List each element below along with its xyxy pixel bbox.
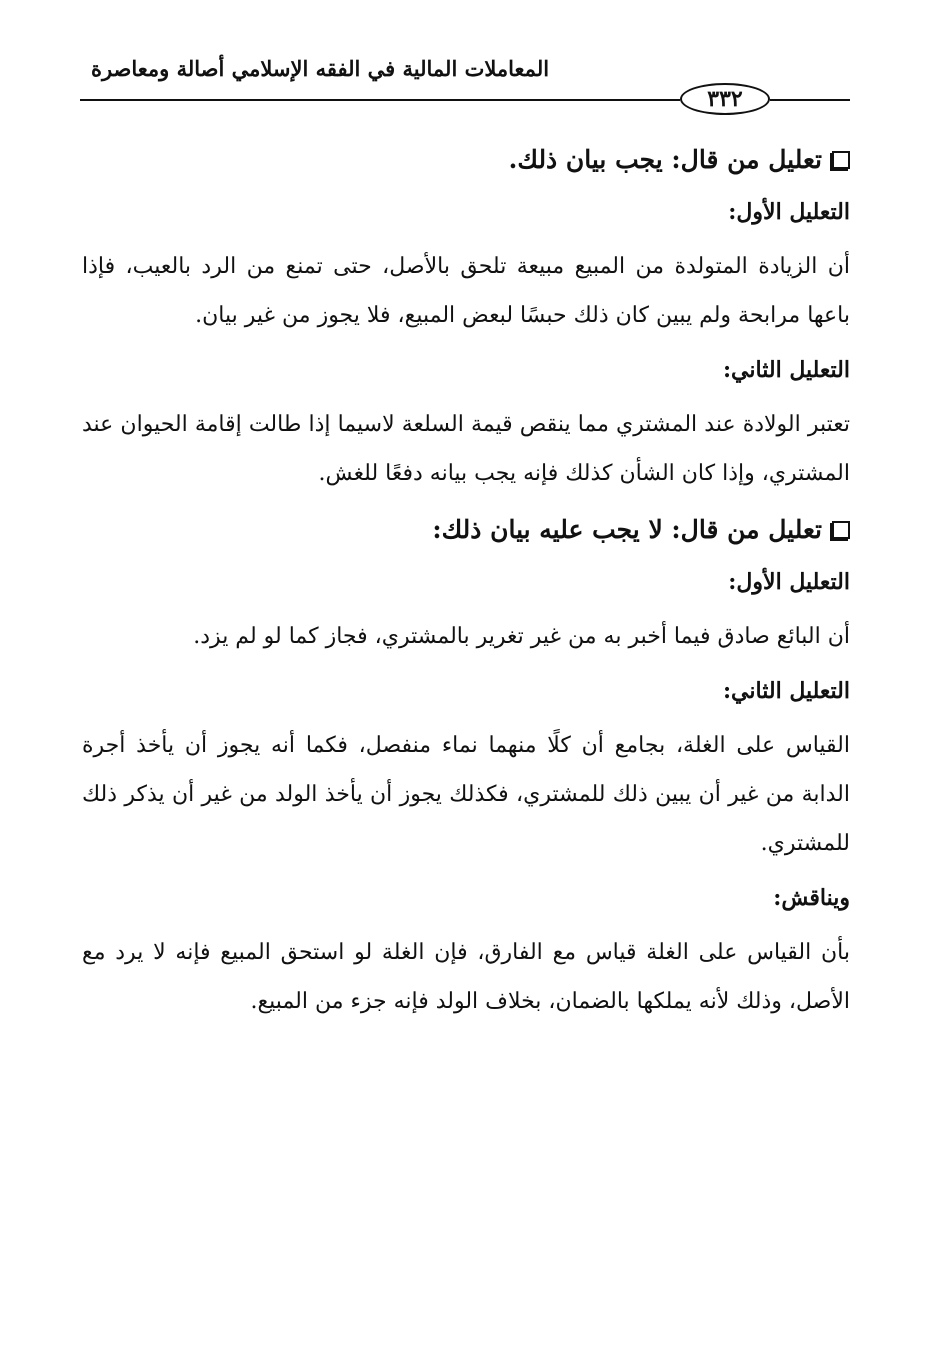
subheading: التعليل الثاني: [722, 678, 850, 704]
spacer [82, 868, 850, 878]
section-heading-text: تعليل من قال: يجب بيان ذلك. [508, 145, 822, 174]
section-heading-text: تعليل من قال: لا يجب عليه بيان ذلك: [432, 515, 822, 544]
paragraph: أن البائع صادق فيما أخبر به من غير تغرير بالمشتري، فجاز كما لو لم يزد. [193, 624, 850, 649]
checkbox-icon [832, 521, 850, 539]
paragraph: القياس على الغلة، بجامع أن كلًا منهما نماء منفصل، فكما أنه يجوز أن يأخذ أجرة الدابة من غير أن يبين ذلك للمشتري، فكذلك يجوز أن يأخذ الولد من غير أن يذكر ذلك للمشتري. [82, 733, 850, 856]
paragraph: بأن القياس على الغلة قياس مع الفارق، فإن الغلة لو استحق المبيع فإنه لا يرد مع الأصل، وذلك لأنه يملكها بالضمان، بخلاف الولد فإنه جزء من المبيع. [82, 940, 850, 1014]
spacer [82, 918, 850, 928]
spacer [82, 711, 850, 721]
page-body [82, 138, 850, 1026]
page-number-badge: ٣٣٢ [680, 83, 770, 115]
spacer [82, 390, 850, 400]
spacer [82, 552, 850, 562]
checkbox-icon [832, 151, 850, 169]
running-header-title: المعاملات المالية في الفقه الإسلامي أصالة ومعاصرة [90, 56, 550, 81]
paragraph: تعتبر الولادة عند المشتري مما ينقص قيمة السلعة لاسيما إذا طالت إقامة الحيوان عند المشتري، وإذا كان الشأن كذلك فإنه يجب بيانه دفعًا للغش. [82, 412, 850, 486]
paragraph: أن الزيادة المتولدة من المبيع مبيعة تلحق بالأصل، حتى تمنع من الرد بالعيب، فإذا باعها مرابحة ولم يبين كان ذلك حبسًا لبعض المبيع، فلا يجوز من غير بيان. [82, 254, 850, 328]
subheading: التعليل الأول: [728, 569, 850, 595]
header-rule-right [770, 99, 850, 101]
spacer [82, 340, 850, 350]
section-heading [82, 508, 850, 552]
spacer [82, 602, 850, 612]
spacer [82, 661, 850, 671]
spacer [82, 232, 850, 242]
subheading: التعليل الأول: [728, 199, 850, 225]
header-rule-left [80, 99, 680, 101]
spacer [82, 182, 850, 192]
section-heading [82, 138, 850, 182]
subheading: التعليل الثاني: [722, 357, 850, 383]
spacer [82, 498, 850, 508]
subheading: ويناقش: [773, 885, 850, 911]
